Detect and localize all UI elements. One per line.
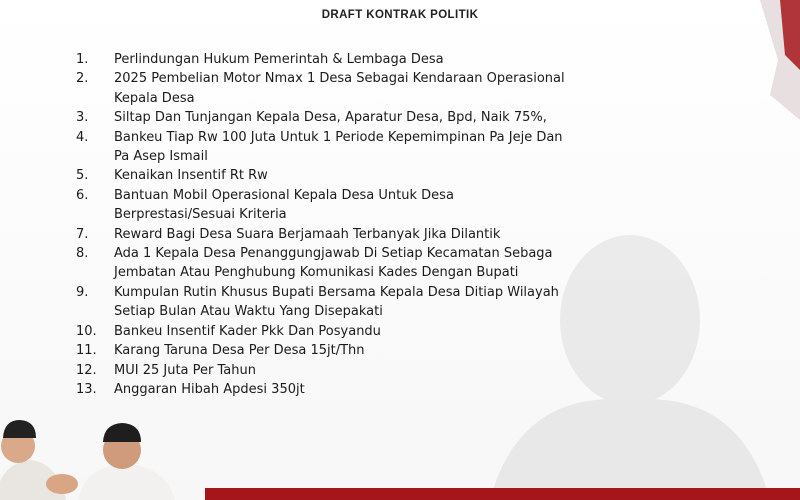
item-word: Kepala	[293, 187, 338, 203]
item-text-justified	[114, 186, 800, 205]
list-item	[76, 283, 800, 322]
list-item	[76, 50, 800, 69]
item-text: Anggaran Hibah Apdesi 350jt	[114, 381, 305, 397]
item-text: Bankeu Insentif Kader Pkk Dan Posyandu	[114, 323, 381, 339]
item-number: 1.	[76, 52, 89, 67]
list-item	[76, 244, 800, 283]
list-item	[76, 225, 800, 244]
item-text: Reward Bagi Desa Suara Berjamaah Terbanyak Jika Dilantik	[114, 226, 501, 242]
item-number: 13.	[76, 381, 97, 397]
list-item	[76, 108, 800, 127]
item-number: 10.	[76, 323, 97, 339]
item-number: 2.	[76, 71, 89, 87]
item-word: Mobil	[172, 187, 208, 203]
document-title: DRAFT KONTRAK POLITIK	[321, 9, 479, 21]
candidates-photo-icon	[0, 408, 210, 500]
contract-items-list	[76, 50, 800, 399]
item-text-continued: Berprestasi/Sesuai Kriteria	[114, 207, 287, 223]
item-word: Bantuan	[114, 187, 169, 203]
item-text-continued: Setiap Bulan Atau Waktu Yang Disepakati	[114, 304, 383, 320]
item-word: Desa	[341, 187, 375, 203]
item-number: 9.	[76, 284, 89, 300]
item-text: MUI 25 Juta Per Tahun	[114, 362, 256, 378]
item-number: 12.	[76, 362, 97, 378]
item-text-continued: Jembatan Atau Penghubung Komunikasi Kades Dengan Bupati	[114, 265, 519, 281]
item-text: Ada 1 Kepala Desa Penanggungjawab Di Setiap Kecamatan Sebaga	[114, 246, 553, 262]
item-text: Siltap Dan Tunjangan Kepala Desa, Aparatur Desa, Bpd, Naik 75%,	[114, 110, 547, 126]
list-item	[76, 166, 800, 185]
list-item	[76, 186, 800, 225]
item-text: Karang Taruna Desa Per Desa 15jt/Thn	[114, 343, 365, 359]
item-text: 2025 Pembelian Motor Nmax 1 Desa Sebagai Kendaraan Operasional	[114, 71, 565, 87]
item-number: 11.	[76, 343, 97, 359]
item-number: 5.	[76, 168, 89, 184]
list-item	[76, 322, 800, 341]
item-text: Perlindungan Hukum Pemerintah & Lembaga Desa	[114, 52, 444, 67]
item-text-continued: Pa Asep Ismail	[114, 149, 208, 165]
item-number: 6.	[76, 187, 89, 203]
list-item	[76, 380, 800, 399]
item-text: Kenaikan Insentif Rt Rw	[114, 168, 268, 184]
item-word: Desa	[421, 187, 454, 203]
list-item	[76, 69, 800, 108]
item-number: 3.	[76, 110, 89, 126]
item-number: 8.	[76, 246, 89, 262]
item-text-continued: Kepala Desa	[114, 90, 195, 106]
item-number: 4.	[76, 129, 89, 145]
item-word: Operasional	[211, 187, 290, 203]
list-item	[76, 361, 800, 380]
list-item	[76, 341, 800, 360]
item-number: 7.	[76, 226, 89, 242]
list-item	[76, 128, 800, 167]
item-word: Untuk	[378, 187, 418, 203]
item-text: Kumpulan Rutin Khusus Bupati Bersama Kepala Desa Ditiap Wilayah	[114, 284, 559, 300]
item-text: Bankeu Tiap Rw 100 Juta Untuk 1 Periode Kepemimpinan Pa Jeje Dan	[114, 129, 563, 145]
footer-red-bar	[205, 488, 800, 500]
